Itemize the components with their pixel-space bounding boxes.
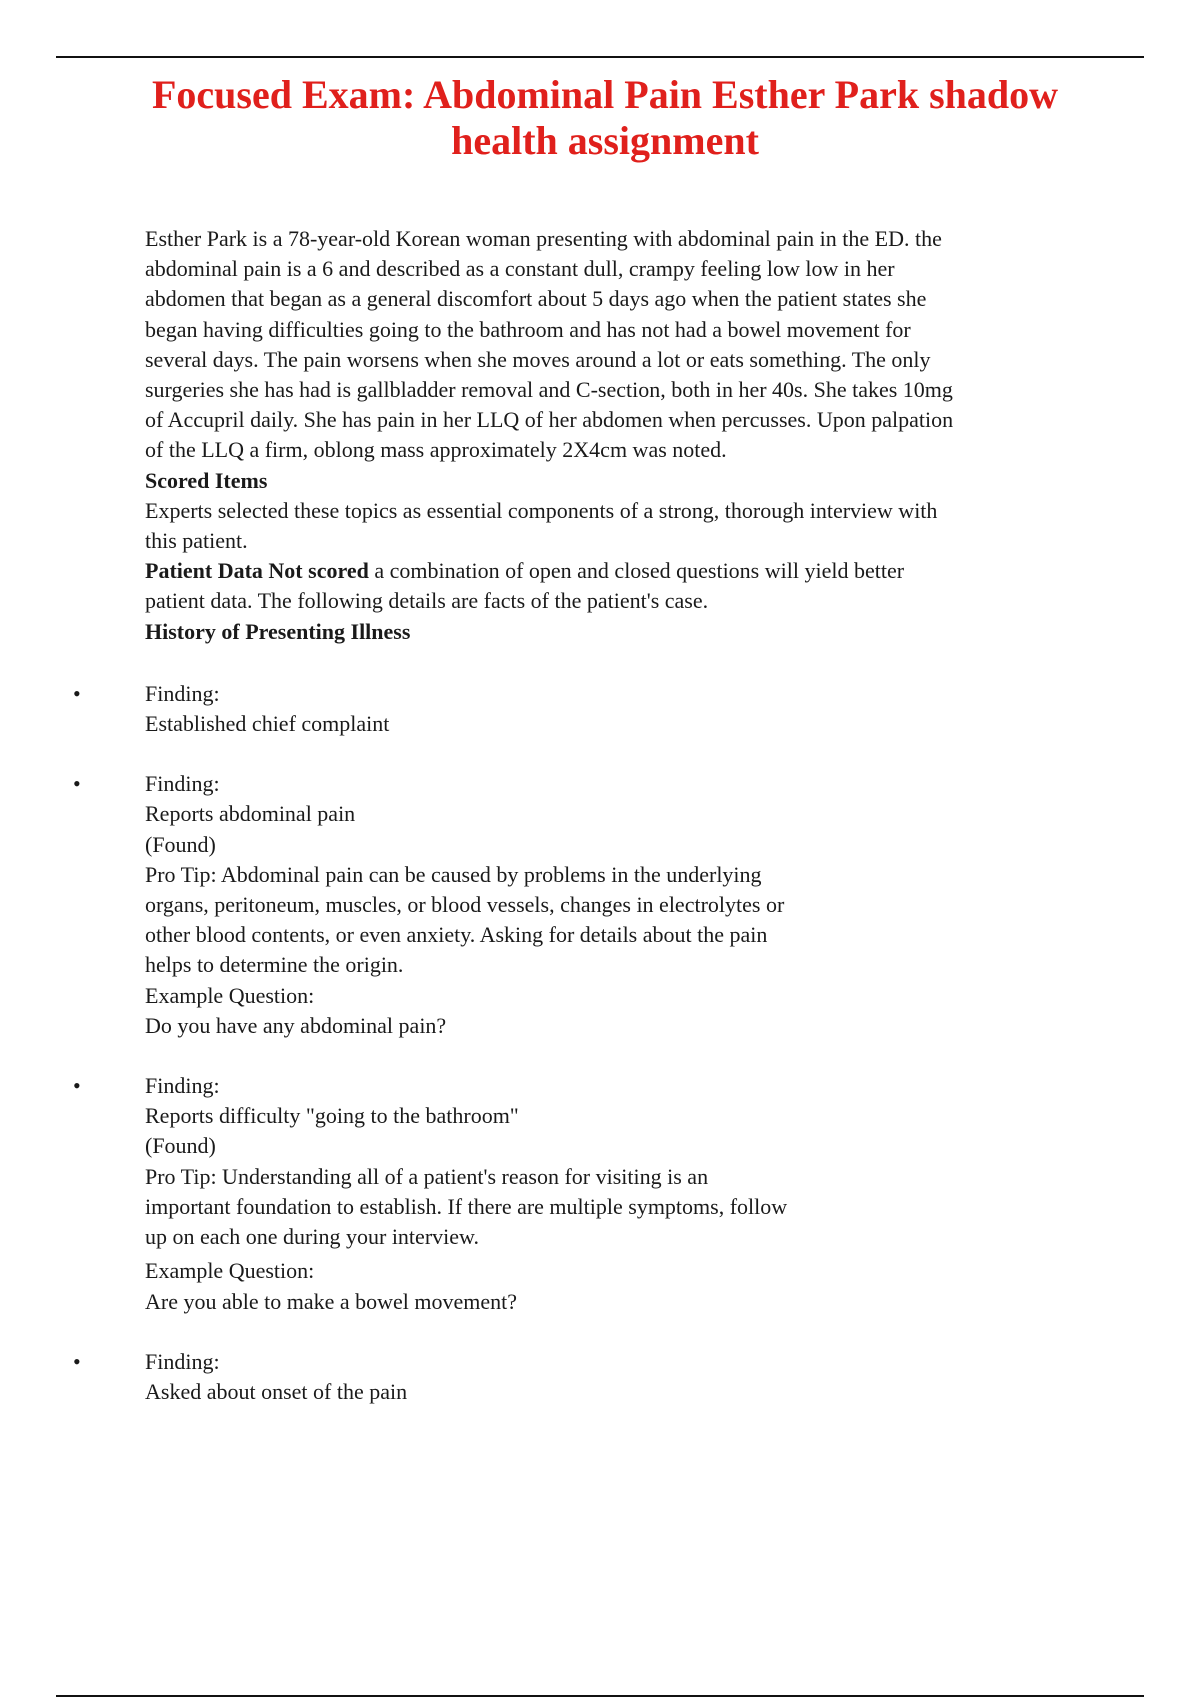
- finding-text: Reports abdominal pain: [145, 801, 356, 827]
- finding-item: [73, 1071, 965, 1317]
- finding-label: Finding:: [145, 680, 220, 706]
- finding-status: (Found): [145, 1133, 216, 1159]
- bottom-rule: [56, 1695, 1144, 1697]
- bullet-icon: •: [73, 680, 81, 706]
- example-question-label: Example Question:: [145, 1258, 315, 1284]
- finding-label: Finding:: [145, 771, 220, 797]
- patient-data-label: Patient Data Not scored: [145, 558, 369, 584]
- pro-tip-text: Pro Tip: Abdominal pain can be caused by problems in the underlying organs, peritoneum, muscles, or blood vessels, changes in electrolytes or other blood contents, or even anxiety. Asking for details about the pain helps to determine the origin.: [145, 861, 785, 978]
- finding-text: Asked about onset of the pain: [145, 1378, 408, 1404]
- intro-paragraph: Esther Park is a 78-year-old Korean woman presenting with abdominal pain in the ED. the abdominal pain is a 6 and described as a constant dull, crampy feeling low low in her abdomen that began as a general discomfort about 5 days ago when the patient states she began having difficulties going to the bathroom and has not had a bowel movement for several days. The pain worsens when she moves around a lot or eats something. The only surgeries she has had is gallbladder removal and C-section, both in her 40s. She takes 10mg of Accupril daily. She has pain in her LLQ of her abdomen when percusses. Upon palpation of the LLQ a firm, oblong mass approximately 2X4cm was noted.: [145, 226, 954, 463]
- document-title: Focused Exam: Abdominal Pain Esther Park shadow health assignment: [151, 72, 1059, 163]
- document-body: [73, 224, 965, 1407]
- finding-item: [73, 769, 965, 1041]
- finding-status: (Found): [145, 831, 216, 857]
- example-question-text: Are you able to make a bowel movement?: [145, 1288, 518, 1314]
- finding-text: Established chief complaint: [145, 711, 390, 737]
- pro-tip-text: Pro Tip: Understanding all of a patient's reason for visiting is an important foundation to establish. If there are multiple symptoms, follow up on each one during your interview.: [145, 1163, 788, 1250]
- example-question-label: Example Question:: [145, 982, 315, 1008]
- top-rule: [56, 56, 1144, 58]
- patient-data-text: a combination of open and closed questions will yield better patient data. The following details are facts of the patient's case.: [145, 558, 905, 614]
- bullet-icon: •: [73, 771, 81, 797]
- bullet-icon: •: [73, 1348, 81, 1374]
- scored-items-heading: Scored Items: [145, 467, 268, 493]
- finding-item: [73, 1347, 965, 1407]
- finding-item: [73, 679, 965, 739]
- bullet-icon: •: [73, 1073, 81, 1099]
- example-question-text: Do you have any abdominal pain?: [145, 1012, 447, 1038]
- finding-text: Reports difficulty "going to the bathroom": [145, 1103, 519, 1129]
- scored-items-text: Experts selected these topics as essential components of a strong, thorough interview with this patient.: [145, 497, 938, 554]
- patient-data-paragraph: [145, 556, 965, 616]
- history-heading: History of Presenting Illness: [145, 618, 411, 644]
- finding-label: Finding:: [145, 1073, 220, 1099]
- finding-label: Finding:: [145, 1348, 220, 1374]
